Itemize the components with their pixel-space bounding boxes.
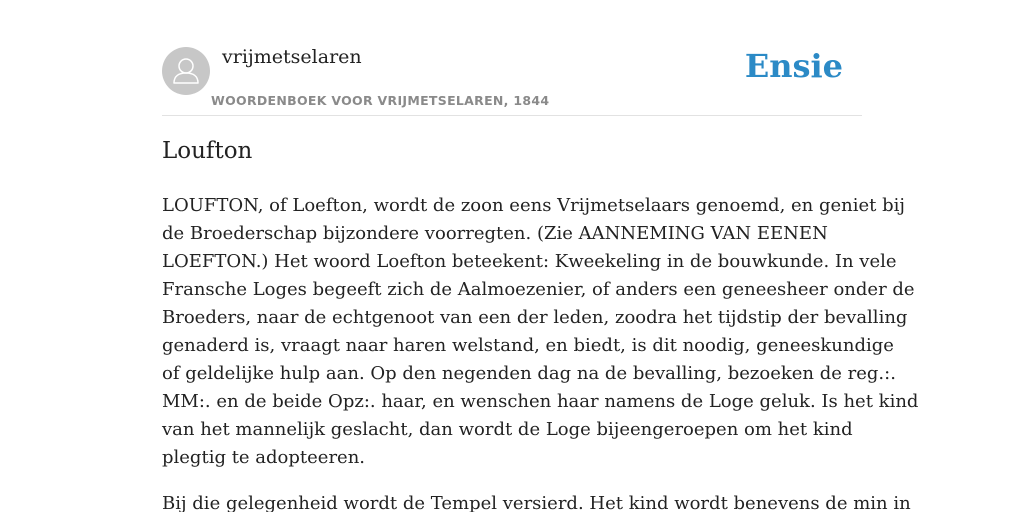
brand-logo[interactable]: Ensie [744,47,843,85]
author-link[interactable]: vrijmetselaren [222,46,362,68]
source-label: WOORDENBOEK VOOR VRIJMETSELAREN, 1844 [211,93,550,108]
article-body [162,192,919,512]
page-title: Loufton [162,138,253,164]
header [162,0,862,116]
paragraph [162,490,911,512]
text-line: Bij die gelegenheid wordt de Tempel versierd. Het kind wordt benevens de min in [162,493,911,512]
text-line: van het mannelijk geslacht, dan wordt de Loge bijeengeroepen om het kind [162,419,853,440]
text-line: Broeders, naar de echtgenoot van een der leden, zoodra het tijdstip der bevalling [162,307,908,328]
user-silhouette-icon [162,47,210,95]
avatar[interactable] [162,47,210,95]
text-line: LOEFTON.) Het woord Loefton beteekent: Kweekeling in de bouwkunde. In vele [162,251,897,272]
text-line: de Broederschap bijzondere voorregten. (Zie AANNEMING VAN EENEN [162,223,828,244]
text-line: plegtig te adopteeren. [162,447,366,468]
text-line: MM:. en de beide Opz:. haar, en wenschen haar namens de Loge geluk. Is het kind [162,391,919,412]
text-line: Fransche Loges begeeft zich de Aalmoezenier, of anders een geneesheer onder de [162,279,915,300]
text-line: genaderd is, vraagt naar haren welstand, en biedt, is dit noodig, geneeskundige [162,335,894,356]
paragraph [162,192,919,472]
content-container [162,0,919,512]
paragraph-spacer [162,472,862,490]
text-line: of geldelijke hulp aan. Op den negenden dag na de bevalling, bezoeken de reg.:. [162,363,896,384]
text-line: LOUFTON, of Loefton, wordt de zoon eens Vrijmetselaars genoemd, en geniet bij [162,195,905,216]
